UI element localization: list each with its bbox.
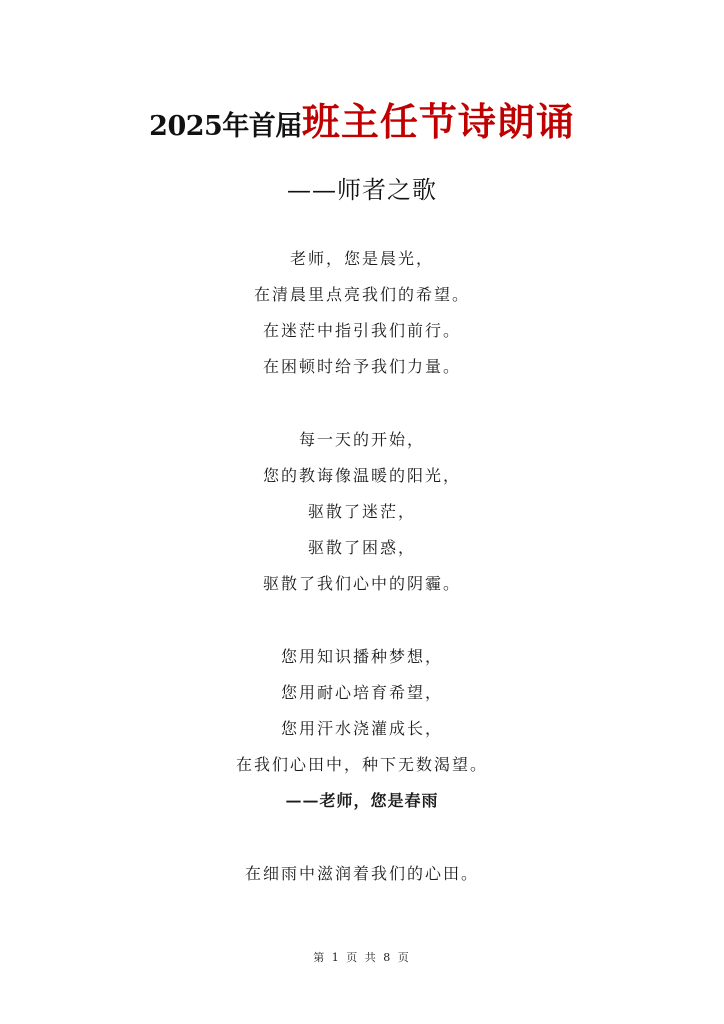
poem-line: 在细雨中滋润着我们的心田。: [244, 864, 479, 883]
poem-body: [0, 241, 724, 892]
title-prefix: 2025年首届: [149, 111, 302, 142]
poem-line: 驱散了迷茫，: [307, 502, 416, 521]
poem-line: 在困顿时给予我们力量。: [262, 357, 461, 376]
stanza-break: [0, 819, 724, 856]
poem-line: 每一天的开始，: [298, 430, 425, 449]
poem-line: 驱散了我们心中的阴霾。: [262, 574, 461, 593]
document-title: [0, 98, 724, 154]
poem-line: 您用汗水浇灌成长，: [280, 719, 443, 738]
poem-line: 在清晨里点亮我们的希望。: [253, 285, 470, 304]
stanza-break: [0, 385, 724, 422]
poem-line: 您用知识播种梦想，: [280, 647, 443, 666]
poem-line: 驱散了困惑，: [307, 538, 416, 557]
poem-line: ——老师，您是春雨: [285, 791, 439, 810]
title-main: 班主任节诗朗诵: [301, 99, 575, 144]
poem-line: 您用耐心培育希望，: [280, 683, 443, 702]
poem-line: 您的教诲像温暖的阳光，: [262, 466, 461, 485]
stanza-break: [0, 602, 724, 639]
poem-line: 在我们心田中，种下无数渴望。: [235, 755, 488, 774]
page-number-footer: 第 1 页 共 8 页: [313, 951, 411, 964]
poem-line: 在迷茫中指引我们前行。: [262, 321, 461, 340]
document-subtitle: ——师者之歌: [287, 176, 437, 204]
poem-line: 老师，您是晨光，: [289, 249, 434, 268]
